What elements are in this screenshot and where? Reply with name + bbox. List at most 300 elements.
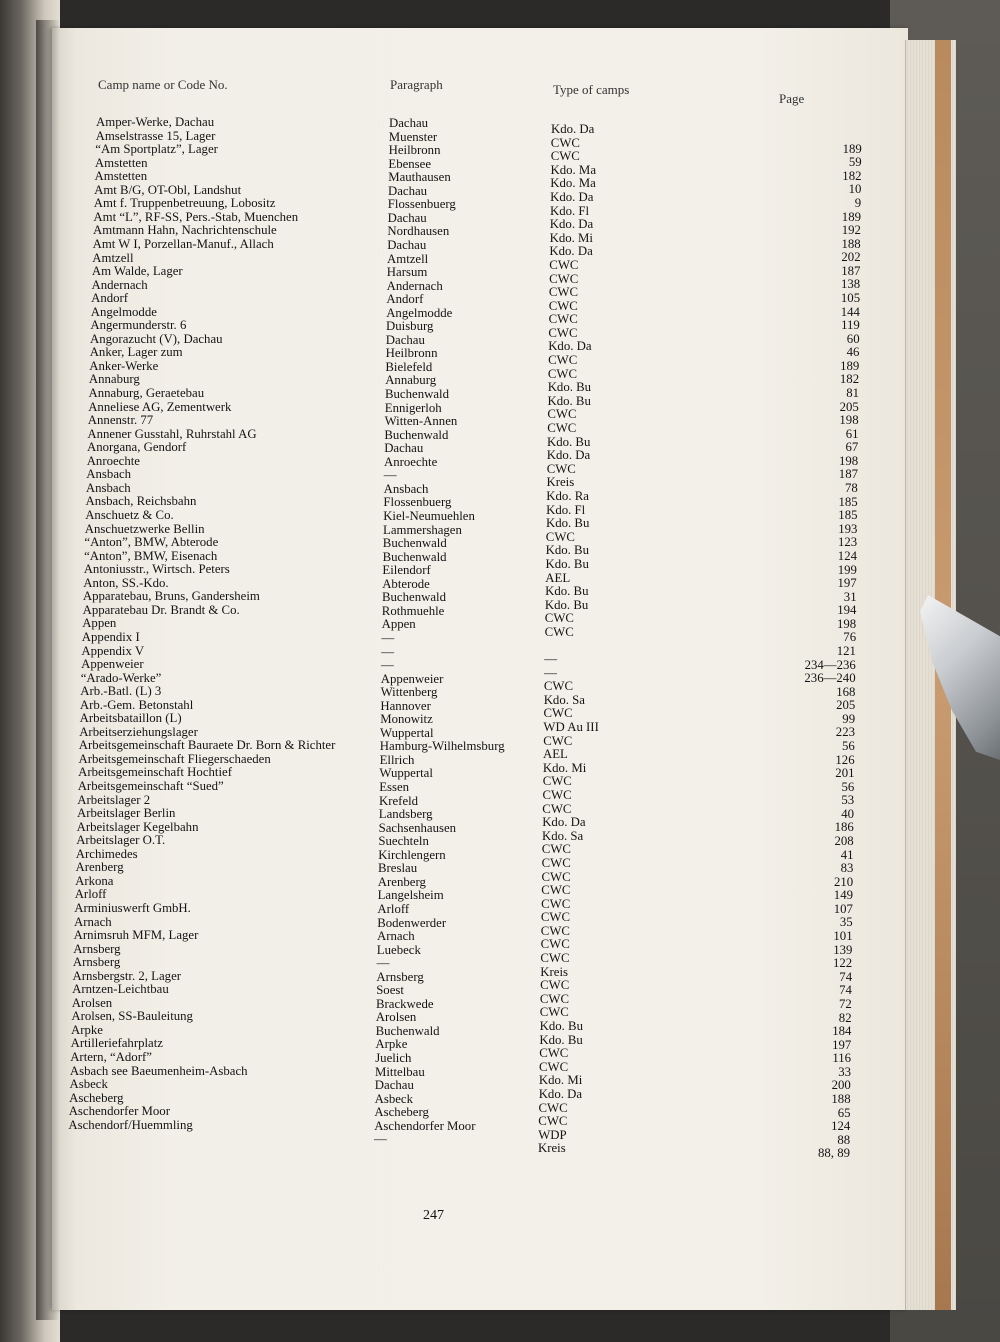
row-69-para: Juelich [375,1051,412,1065]
header-paragraph: Paragraph [390,77,443,92]
row-32-para: Buchenwald [382,549,447,564]
row-39-para: — [381,644,394,659]
row-20-name: Annaburg, Geraetebau [88,386,205,400]
row-66-page: 184 [832,1024,852,1039]
row-16-page: 46 [846,345,860,360]
row-13-page: 144 [840,304,860,319]
row-28-name: Ansbach, Reichsbahn [85,494,197,509]
row-67-name: Arpke [71,1022,103,1037]
row-27-type: Kdo. Ra [546,488,589,503]
row-61-page: 122 [832,956,853,971]
row-22-para: Witten-Annen [384,414,458,429]
row-4-type: Kdo. Ma [550,176,596,191]
row-29-para: Kiel-Neumuehlen [383,509,475,523]
row-53-para: Suechteln [378,834,429,849]
row-48-page: 56 [841,779,855,794]
row-14-type: CWC [548,312,578,327]
row-47-page: 201 [835,766,855,781]
row-56-name: Arkona [75,873,114,888]
row-6-name: Amt f. Truppenbetreuung, Lobositz [93,196,276,211]
row-57-name: Arloff [74,887,107,902]
row-27-page: 185 [838,494,858,509]
row-65-para: Brackwede [376,996,434,1011]
row-39-name: Appendix V [81,643,145,658]
row-37-page: 76 [843,630,857,645]
row-44-page: 223 [835,725,855,740]
row-52-page: 208 [834,834,854,848]
row-41-name: “Arado-Werke” [80,670,162,685]
row-65-page: 82 [838,1010,852,1025]
row-74-page: 88 [837,1132,851,1147]
row-44-type: WD Au III [543,720,599,734]
row-25-para: Anroechte [384,454,438,469]
row-58-name: Arminiuswerft GmbH. [74,900,191,915]
row-0-para: Dachau [389,116,429,130]
row-62-name: Arnsberg [72,955,121,970]
row-9-page: 202 [841,250,861,265]
row-59-para: Bodenwerder [377,915,447,930]
row-59-type: CWC [540,923,570,938]
row-61-type: CWC [540,951,570,965]
row-19-type: Kdo. Bu [547,380,592,395]
row-52-name: Arbeitslager Kegelbahn [76,819,199,834]
row-58-type: CWC [540,910,571,925]
row-5-page: 9 [854,195,862,210]
row-27-para: Ansbach [383,481,429,496]
row-42-para: Wittenberg [380,685,438,700]
row-56-type: CWC [541,883,571,897]
row-3-page: 182 [842,168,862,183]
row-25-name: Anroechte [86,453,140,468]
row-49-page: 53 [841,793,855,808]
row-50-page: 40 [841,806,854,821]
row-18-para: Bielefeld [385,359,433,374]
row-69-name: Artern, “Adorf” [70,1050,152,1064]
row-60-para: Arnach [377,929,415,943]
row-48-name: Arbeitsgemeinschaft Hochtief [78,765,232,780]
row-56-page: 149 [833,888,853,903]
row-68-name: Artilleriefahrplatz [70,1036,163,1051]
row-7-type: Kdo. Da [549,217,594,232]
row-16-name: Angorazucht (V), Dachau [90,331,223,346]
row-64-para: Soest [376,983,404,998]
row-7-page: 192 [841,223,861,237]
row-40-name: Appenweier [81,657,144,671]
row-58-page: 35 [839,915,853,930]
row-18-type: CWC [547,366,578,381]
row-1-para: Muenster [388,129,438,144]
row-54-para: Kirchlengern [378,847,446,862]
row-62-type: Kreis [540,964,569,979]
row-64-page: 72 [839,996,852,1011]
row-26-type: Kreis [546,475,575,490]
row-40-type: — [544,665,557,680]
row-57-type: CWC [541,896,571,911]
row-75-page: 88, 89 [818,1146,850,1161]
row-18-page: 182 [839,372,860,387]
row-28-type: Kdo. Fl [546,502,586,517]
row-72-type: CWC [538,1100,568,1115]
row-60-type: CWC [540,937,570,952]
row-32-type: Kdo. Bu [545,556,589,571]
row-28-page: 185 [838,508,858,523]
row-17-type: CWC [548,353,578,367]
row-35-name: Apparatebau, Bruns, Gandersheim [82,589,260,604]
row-2-type: CWC [550,149,580,164]
row-2-name: “Am Sportplatz”, Lager [95,142,218,157]
row-19-name: Annaburg [88,372,140,387]
row-1-name: Amselstrasse 15, Lager [95,128,216,143]
row-23-para: Buchenwald [384,427,449,442]
row-75-para: — [374,1132,387,1147]
row-64-name: Arntzen-Leichtbau [72,982,169,997]
row-9-type: Kdo. Da [549,244,593,259]
row-60-page: 139 [833,942,853,957]
row-59-page: 101 [833,929,853,943]
row-48-para: Wuppertal [379,766,433,781]
row-35-para: Buchenwald [382,590,446,605]
row-55-page: 210 [833,874,854,889]
row-12-type: CWC [548,285,579,300]
row-36-type: CWC [544,611,574,626]
row-8-page: 188 [841,236,861,251]
row-41-page: 168 [836,684,856,699]
row-57-para: Langelsheim [377,888,444,903]
row-71-para: Dachau [374,1078,414,1093]
row-8-name: Amtmann Hahn, Nachrichtenschule [93,223,277,238]
row-17-para: Heilbronn [385,346,438,361]
row-7-name: Amt “L”, RF-SS, Pers.-Stab, Muenchen [93,209,299,224]
row-52-para: Sachsenhausen [378,820,457,835]
row-12-name: Andernach [91,277,148,292]
row-39-type: — [544,652,557,666]
row-67-page: 197 [832,1037,852,1052]
row-47-type: Kdo. Mi [542,760,587,775]
row-44-name: Arbeitsbataillon (L) [79,711,182,726]
row-25-type: CWC [546,461,576,476]
row-71-type: Kdo. Da [538,1086,583,1101]
row-34-type: Kdo. Bu [545,584,589,599]
row-3-type: Kdo. Ma [550,162,596,177]
row-66-para: Arolsen [375,1010,417,1025]
row-4-page: 10 [848,182,862,197]
row-43-type: CWC [543,706,573,721]
row-38-name: Appendix I [81,629,140,644]
row-2-page: 59 [848,155,862,170]
row-32-page: 199 [837,562,857,577]
row-30-name: Anschuetzwerke Bellin [84,521,205,536]
row-12-para: Andernach [386,278,443,293]
row-31-page: 124 [837,548,857,563]
row-34-para: Abterode [382,576,430,591]
row-35-page: 194 [837,603,857,618]
row-72-name: Ascheberg [69,1090,124,1105]
row-70-para: Mittelbau [375,1064,425,1079]
row-73-para: Ascheberg [374,1105,429,1120]
row-26-name: Ansbach [86,467,132,482]
row-41-type: CWC [543,679,574,694]
row-61-name: Arnsberg [73,941,121,956]
row-58-para: Arloff [377,901,410,916]
row-3-name: Amstetten [94,155,148,170]
row-11-page: 138 [840,277,861,292]
row-68-page: 116 [832,1051,852,1066]
row-24-type: Kdo. Da [546,448,591,463]
row-73-type: CWC [538,1114,568,1129]
row-69-page: 33 [838,1064,851,1079]
row-44-para: Monowitz [380,712,433,727]
row-22-type: CWC [547,421,577,435]
row-43-para: Hannover [380,698,431,713]
row-1-type: CWC [550,135,580,150]
row-54-type: CWC [541,855,571,870]
row-74-name: Aschendorf/Huemmling [68,1117,193,1132]
row-13-para: Andorf [386,292,424,307]
row-55-para: Breslau [378,861,418,876]
row-3-para: Ebensee [388,156,432,171]
row-10-type: CWC [549,257,579,272]
row-65-name: Arolsen [71,995,113,1010]
row-52-type: Kdo. Sa [542,828,584,843]
row-46-name: Arbeitsgemeinschaft Bauraete Dr. Born & Richter [78,738,336,753]
row-50-name: Arbeitslager 2 [77,792,151,807]
row-42-name: Arb.-Batl. (L) 3 [80,684,162,699]
row-51-para: Landsberg [378,807,433,822]
row-50-type: CWC [542,801,572,816]
row-29-type: Kdo. Bu [546,516,590,531]
row-73-name: Aschendorfer Moor [68,1104,170,1119]
row-70-name: Asbach see Baeumenheim-Asbach [69,1063,248,1078]
row-64-type: CWC [539,991,570,1006]
header-type: Type of camps [553,82,630,97]
row-8-para: Nordhausen [387,224,450,239]
row-18-name: Anker-Werke [89,358,159,373]
row-40-para: — [381,658,394,672]
row-33-para: Eilendorf [382,563,431,578]
row-23-name: Annener Gusstahl, Ruhrstahl AG [87,426,257,441]
row-49-name: Arbeitsgemeinschaft “Sued” [77,779,224,793]
row-48-type: CWC [542,774,572,789]
row-50-para: Krefeld [379,793,419,808]
row-9-para: Dachau [387,237,427,252]
row-0-name: Amper-Werke, Dachau [96,115,215,129]
row-14-page: 119 [841,318,860,333]
page-number: 247 [423,1208,444,1223]
row-14-name: Angelmodde [90,304,157,319]
row-15-type: CWC [548,325,578,340]
row-49-para: Essen [379,780,410,794]
row-31-para: Buchenwald [382,536,447,550]
row-10-name: Amtzell [92,250,134,265]
row-38-para: — [381,630,395,645]
row-74-para: Aschendorfer Moor [374,1118,476,1133]
row-6-page: 189 [841,209,861,224]
row-37-name: Appen [82,616,117,631]
row-7-para: Dachau [387,210,427,225]
row-53-name: Arbeitslager O.T. [76,833,166,848]
row-66-name: Arolsen, SS-Bauleitung [71,1009,193,1024]
row-42-page: 205 [836,698,856,713]
row-68-type: CWC [539,1046,569,1061]
row-61-para: Luebeck [376,942,421,957]
row-47-name: Arbeitsgemeinschaft Fliegerschaeden [78,751,271,766]
row-65-type: CWC [539,1005,569,1020]
row-41-para: Appenweier [380,671,444,686]
row-21-name: Anneliese AG, Zementwerk [88,399,232,414]
row-63-page: 74 [839,983,852,998]
row-70-page: 200 [831,1078,851,1093]
row-57-page: 107 [833,901,853,916]
row-8-type: Kdo. Mi [549,230,593,245]
row-12-page: 105 [840,290,861,305]
row-53-type: CWC [541,842,571,857]
row-33-type: AEL [545,570,571,585]
row-47-para: Ellrich [379,752,415,767]
row-11-para: Harsum [386,265,428,280]
row-38-page: 121 [836,643,856,658]
row-1-page: 189 [842,141,862,156]
row-39-page: 234—236 [804,657,856,672]
row-51-page: 186 [834,820,854,835]
row-5-type: Kdo. Da [550,189,594,204]
header-camp-name: Camp name or Code No. [98,77,228,92]
row-45-page: 56 [842,739,855,753]
row-51-name: Arbeitslager Berlin [77,806,176,821]
row-28-para: Flossenbuerg [383,495,452,510]
row-17-page: 189 [840,358,860,373]
row-15-name: Angermunderstr. 6 [90,318,187,333]
row-45-name: Arbeitserziehungslager [79,724,198,739]
row-40-page: 236—240 [804,671,856,686]
row-29-page: 193 [838,521,858,536]
row-26-para: — [383,468,397,483]
row-37-type: CWC [544,624,574,639]
row-22-name: Annenstr. 77 [87,413,154,428]
row-30-type: CWC [545,529,575,544]
row-72-para: Asbeck [374,1091,413,1106]
row-37-para: Appen [381,617,416,632]
row-4-para: Mauthausen [388,170,451,185]
row-49-type: CWC [542,787,572,802]
row-21-para: Ennigerloh [384,400,442,415]
row-31-name: “Anton”, BMW, Abterode [84,535,219,549]
row-66-type: Kdo. Bu [539,1018,583,1033]
row-69-type: CWC [539,1059,569,1074]
row-53-page: 41 [840,847,854,862]
row-11-type: CWC [549,271,579,286]
row-20-para: Buchenwald [385,387,449,401]
row-27-name: Ansbach [85,480,131,495]
row-43-page: 99 [842,711,856,726]
row-5-name: Amt B/G, OT-Obl, Landshut [94,182,242,197]
row-51-type: Kdo. Da [542,815,586,830]
row-30-page: 123 [837,535,858,550]
row-24-name: Anorgana, Gendorf [87,440,187,455]
row-24-page: 198 [838,453,859,468]
row-23-page: 67 [845,440,859,455]
row-2-para: Heilbronn [388,143,441,158]
row-72-page: 65 [837,1105,851,1120]
row-5-para: Dachau [388,183,428,198]
header-page: Page [779,91,805,106]
row-36-page: 198 [836,616,857,631]
row-13-type: CWC [548,298,578,313]
row-15-page: 60 [846,331,860,346]
row-45-type: CWC [543,733,573,748]
row-20-page: 205 [839,399,859,414]
row-15-para: Duisburg [386,319,434,334]
row-45-para: Wuppertal [380,725,434,740]
row-70-type: Kdo. Mi [538,1073,583,1088]
row-6-para: Flossenbuerg [387,197,456,212]
row-62-page: 74 [839,969,853,984]
row-0-type: Kdo. Da [551,122,595,136]
row-16-para: Dachau [385,332,425,347]
row-60-name: Arnimsruh MFM, Lager [73,928,199,942]
row-23-type: Kdo. Bu [547,434,591,449]
row-54-page: 83 [840,861,854,876]
row-11-name: Am Walde, Lager [91,264,183,279]
row-42-type: Kdo. Sa [543,692,585,707]
row-10-para: Amtzell [387,251,429,266]
row-62-para: — [376,956,390,971]
row-54-name: Archimedes [75,846,138,861]
row-29-name: Anschuetz & Co. [85,508,174,522]
row-46-page: 126 [835,752,855,767]
row-55-name: Arenberg [75,860,124,875]
row-20-type: Kdo. Bu [547,393,591,408]
row-75-type: Kreis [538,1141,566,1156]
row-67-para: Buchenwald [375,1023,440,1038]
row-71-page: 188 [831,1091,851,1106]
row-35-type: Kdo. Bu [544,597,589,612]
row-74-type: WDP [538,1127,567,1142]
row-33-page: 197 [837,576,857,590]
row-34-name: Anton, SS.-Kdo. [83,575,169,590]
row-56-para: Arenberg [377,874,426,889]
row-34-page: 31 [843,589,857,604]
row-24-para: Dachau [384,441,424,456]
row-55-type: CWC [541,869,571,884]
row-21-type: CWC [547,407,577,422]
row-31-type: Kdo. Bu [545,543,589,558]
row-25-page: 187 [838,467,858,482]
row-21-page: 198 [839,413,859,428]
row-19-page: 81 [846,386,859,400]
row-63-para: Arnsberg [376,969,424,984]
row-32-name: “Anton”, BMW, Eisenach [84,548,218,563]
row-46-para: Hamburg-Wilhelmsburg [379,739,505,754]
row-16-type: Kdo. Da [548,339,592,354]
row-36-name: Apparatebau Dr. Brandt & Co. [82,602,240,617]
row-13-name: Andorf [91,291,129,306]
row-17-name: Anker, Lager zum [89,345,183,360]
row-9-name: Amt W I, Porzellan-Manuf., Allach [92,236,274,251]
gutter-shadow [36,20,60,1320]
row-46-type: AEL [543,747,568,762]
row-22-page: 61 [845,426,859,441]
row-30-para: Lammershagen [383,522,462,537]
row-63-type: CWC [540,978,570,993]
row-68-para: Arpke [375,1037,408,1052]
row-26-page: 78 [845,481,858,495]
row-14-para: Angelmodde [386,305,453,320]
row-59-name: Arnach [74,914,112,929]
row-71-name: Asbeck [69,1077,108,1092]
row-6-type: Kdo. Fl [550,203,590,218]
row-10-page: 187 [841,263,861,278]
row-4-name: Amstetten [94,169,148,184]
